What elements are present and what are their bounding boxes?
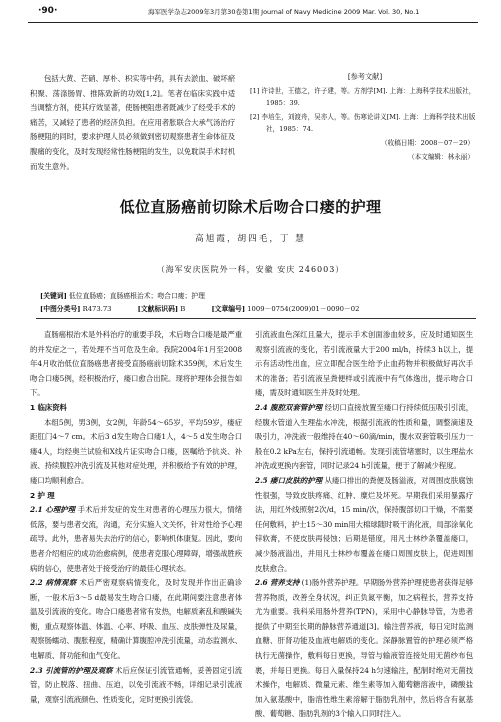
section-2-1 bbox=[30, 503, 242, 576]
drainage-continued-paragraph: 引流液血色深红且量大，提示手术创面渗血较多，应及时通知医生观察引流液的变化，若引流液量大于200 ml/h，持续3 h以上，提示有活动性出血，应立即配合医生给予止血药物并积极做好再次手术的准备；若引流液呈粪便样或引流液中有气体逸出，提示吻合口瘘，需及时通知医生并及时处理。 bbox=[255, 330, 473, 398]
section-2-3 bbox=[30, 664, 242, 708]
section-2-1-text: 手术后并发症的发生对患者的心理压力很大，情绪低落，要与患者交流，沟通，充分实施人文关怀，针对性给予心理疏导。此外，患者易失去治疗的信心，影响机体康复。因此，要向患者介绍相应的成功治愈病例，使患者克服心理障碍，增强战胜疾病的信心，使患者处于接受治疗的最佳心理状态。 bbox=[30, 505, 243, 573]
section-2-4-text: 经切口直接放置至瘘口行持续低压吸引引流，经腹水管道入生理盐水冲洗，根据引流液的性质和量，调整滴速及吸引力，冲洗液一般维持在40～60滴/min，腹水双套管吸引压力一般在0.2 kPa左右，保持引流通畅。发现引流管堵塞时，以生理盐水冲洗或更换内套管，同时记录24 h引流量，便于了解减少程度。 bbox=[255, 402, 473, 471]
section-1-text: 本组5例，男3例，女2例，年龄54～65岁，平均59岁，瘘症距肛门4～7 cm。术后3 d发生吻合口瘘1人，4～5 d发生吻合口瘘4人，均经奥兰试验和X线片证实吻合口瘘，医嘱给予抗炎、补液、持续腹腔冲洗引流及其他对症处理，并积极给予有效的护理，瘘口均顺利愈合。 bbox=[30, 417, 242, 485]
journal-info: 海军医学杂志2009年3月第30卷第1期 Journal of Navy Medicine 2009 Mar. Vol. 30, No.1 bbox=[148, 8, 420, 16]
section-2-6 bbox=[255, 576, 473, 722]
section-2-4 bbox=[255, 401, 473, 474]
doc-code-value: B bbox=[180, 305, 186, 313]
section-2-5-text: 从瘘口排出的粪便及肠溢液，对周围皮肤腐蚀性很强，导致皮肤疼痛、红肿、糜烂及坏死。早期我们采用暴露疗法，用红外线照射2次/d，15 min/次，保持腹部切口干燥，不需要任何敷料，护士15～30 min用大棉球随时吸干消化液，局部涂氧化锌软膏，不使皮肤再侵蚀；后期是错度，用凡士林纱条覆盖瘘口，减少肠液溢出，并用凡士林纱布覆盖在瘘口周围皮肤上，促进周围皮肤愈合。 bbox=[255, 475, 473, 573]
section-2-2-text: 术后严密观察病情变化，及时发现并作出正确诊断，一般术后3～5 d最易发生吻合口瘘，在此期间要注意患者体温及引流液的变化。吻合口瘘患者常有发热，电解质紊乱和酸碱失衡，重点观察体温、体温、心率、呼吸、血压、皮肤弹性及尿量，观察肠蠕动、腹胀程度，精确计算腹腔冲洗引流量，动态监测水、电解质、肾功能和血气变化。 bbox=[30, 578, 243, 661]
reference-list bbox=[250, 72, 480, 164]
section-2-2-heading: 2.2 病情观察 bbox=[30, 578, 77, 588]
clc-value: R473.73 bbox=[82, 305, 112, 313]
metadata-divider bbox=[36, 318, 476, 319]
reference-1: [1] 许诗世，王德之，许子建，等。方剂学[M]. 上海：上海科学技术出版社，1985：39. bbox=[250, 87, 476, 107]
body-column-right bbox=[255, 328, 473, 722]
classification-row bbox=[40, 303, 470, 316]
reference-2: [2] 李培生，刘渡舟，吴亦人，等。伤寒论讲义[M]. 上海：上海科学技术出版社，1985：74. bbox=[250, 113, 476, 133]
reference-heading: [参考文献] bbox=[347, 72, 383, 81]
section-2-4-heading: 2.4 腹腔双套管护理 bbox=[255, 402, 323, 412]
article-title: 低位直肠癌前切除术后吻合口瘘的护理 bbox=[119, 198, 382, 216]
clc-label: [中图分类号] bbox=[40, 305, 81, 313]
section-1-heading: 1 临床资料 bbox=[30, 402, 67, 412]
keywords-row bbox=[40, 290, 470, 303]
article-authors: 高旭霞，胡四毛，丁 慧 bbox=[195, 234, 306, 244]
running-header bbox=[28, 6, 478, 23]
previous-article-text bbox=[30, 72, 235, 174]
keywords-value: 低位直肠癌；直肠癌根治术；吻合口瘘；护理 bbox=[69, 292, 205, 300]
editor-note: （本文编辑：林永丽） bbox=[408, 152, 474, 161]
section-2-5-heading: 2.5 瘘口皮肤的护理 bbox=[255, 475, 323, 485]
section-2-heading: 2 护 理 bbox=[30, 490, 55, 500]
keywords-label: [关键词] bbox=[40, 292, 67, 300]
section-2-6-text: (1)肠外营养护理。早期肠外营养护理使患者获得足够营养物质，改善全身状况，纠正负氮平衡，加之病程长，营养支持尤为重要。我科采用肠外营养(TPN)，采用中心静脉导管，为患者提供了中期至长期的静脉营养通道[3]。输注营养液，每日定时监测血糖、肝肾功能及血液电解质的变化。深静脉置管的护理必须严格执行无菌操作，敷料每日更换，导管与输液管连接处用无菌纱布包裹，并每日更换。每日入量保持24 h匀速输注，配制时绝对无菌技术操作，电解质、微量元素、维生素等加入葡萄糖溶液中，磷酸盐加入氨基酸中，脂溶性维生素溶解于脂肪乳剂中，然后将含有氨基酸、葡萄糖、脂肪乳剂的3个输入口同时注入。 bbox=[255, 578, 473, 719]
received-date: （收稿日期：2008－07－29） bbox=[381, 139, 474, 148]
section-2-1-heading: 2.1 心理护理 bbox=[30, 505, 76, 515]
intro-paragraph: 直肠癌根治术是外科治疗的重要手段，术后吻合口瘘是最严重的并发症之一，若处理不当可危及生命。我院2004年1月至2008年4月收治低位直肠癌患者接受直肠癌前切除术359例，术后发生吻合口瘘5例，经积极治疗，瘘口愈合出院。现将护理体会报告如下。 bbox=[30, 330, 242, 398]
section-2-6-heading: 2.6 营养支持 bbox=[255, 578, 300, 588]
section-2-5 bbox=[255, 474, 473, 576]
article-metadata bbox=[40, 290, 470, 316]
article-id-label: [文章编号] bbox=[211, 305, 246, 313]
author-affiliation: （海军安庆医院外一科，安徽 安庆 246003） bbox=[156, 265, 345, 274]
section-2-3-heading: 2.3 引流管的护理及观察 bbox=[30, 665, 113, 675]
previous-article-paragraph: 包括大黄、芒硝、厚朴、枳实等中药，具有去淤血、破坏瘀积聚、荡涤肠胃、推陈致新的功效[1,2]。笔者在临床实践中适当调整方剂，使其疗效显著，使肠梗阻患者既减少了经受手术的痛苦，又减轻了患者的经济负担。在应用者胀联合大承气汤治疗肠梗阻的同时，要求护理人员必须做到密切观察患者生命体征及腹痛的变化，及时发现经常性肠梗阻的发生，以免耽误手术时机而发生意外。 bbox=[30, 74, 235, 171]
body-column-left bbox=[30, 328, 242, 707]
article-id-value: 1009－0754(2009)01－0090－02 bbox=[247, 305, 360, 313]
doc-code-label: [文献标识码] bbox=[137, 305, 179, 313]
section-2-2 bbox=[30, 576, 242, 664]
page-number: ·90· bbox=[38, 6, 58, 16]
section-2-3-text: 术后应保证引流管通畅，妥善固定引流管，防止脱落、扭曲、压迫，以免引流液不畅，详细记录引流液量，观察引流液颜色、性质变化，定时更换引流袋。 bbox=[30, 665, 243, 704]
